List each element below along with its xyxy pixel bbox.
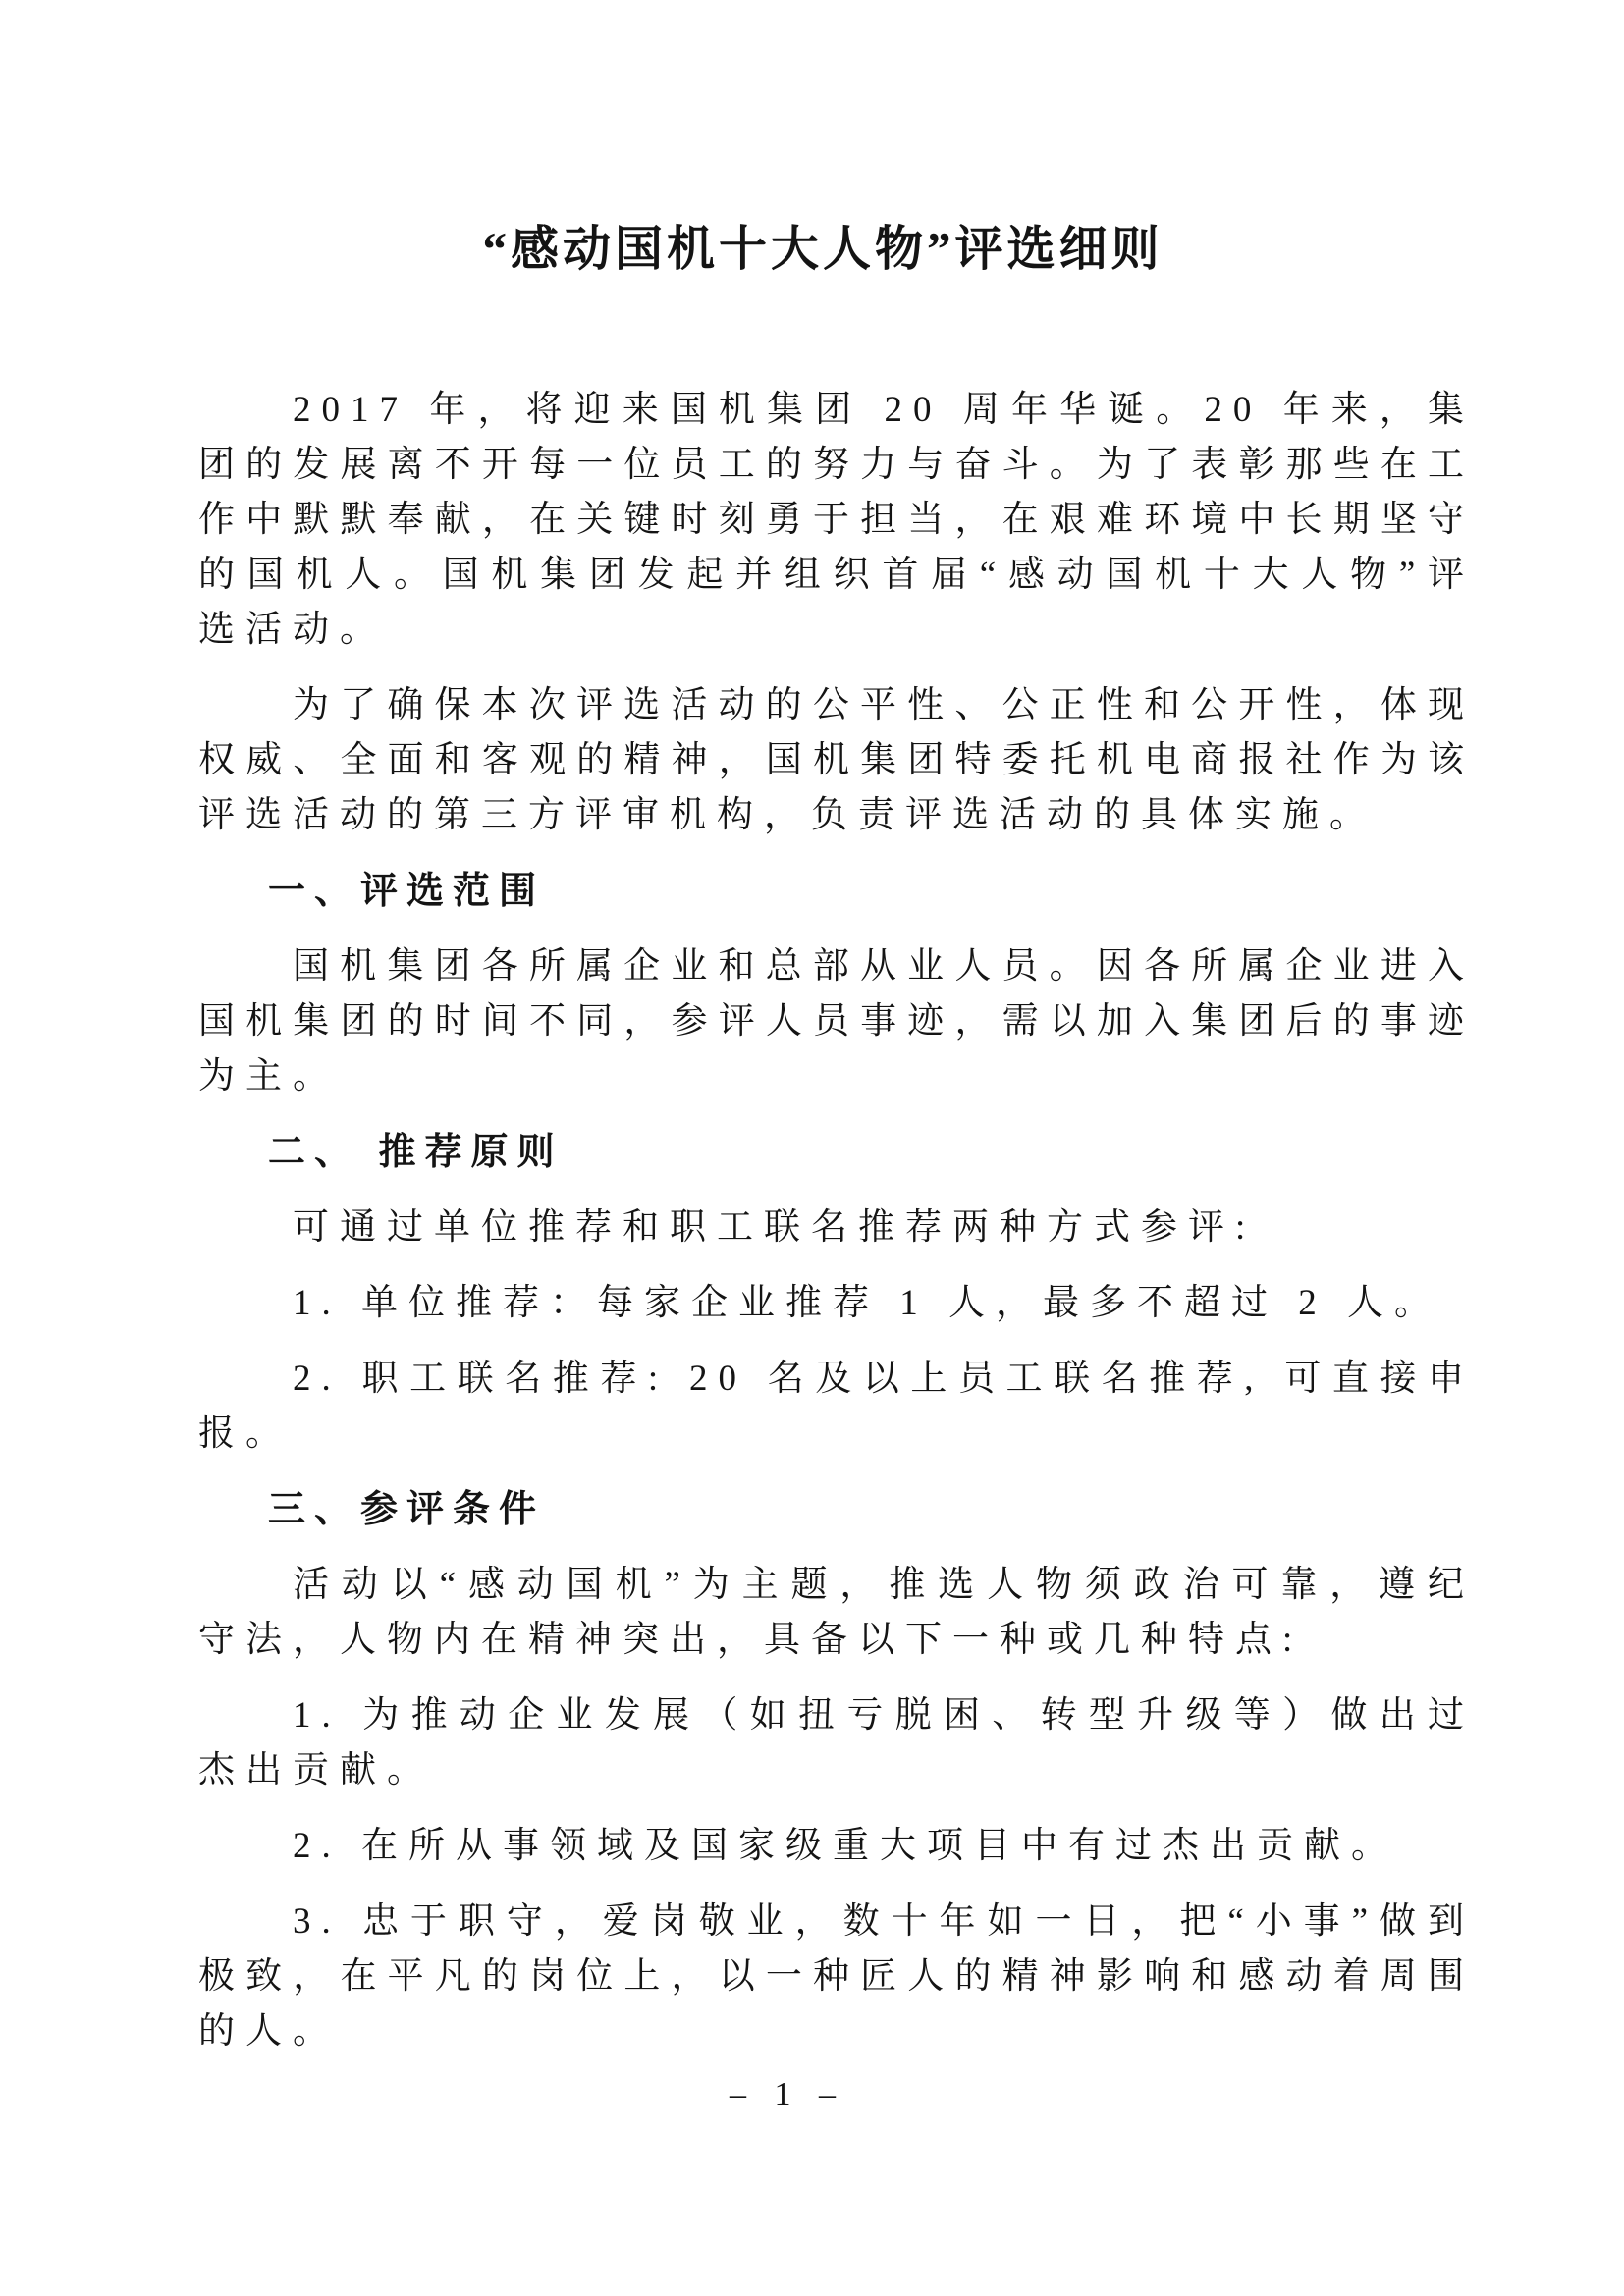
section-heading-scope: 一、评选范围	[268, 871, 546, 912]
page-number: – 1 –	[730, 2076, 845, 2112]
list-item-criteria-3: 3. 忠于职守，爱岗敬业，数十年如一日，把“小事”做到极致，在平凡的岗位上，以一种匠人的精神影响和感动着周围的人。	[198, 1901, 1475, 2052]
paragraph-recommendation-intro: 可通过单位推荐和职工联名推荐两种方式参评:	[293, 1207, 1257, 1248]
list-item-criteria-1: 1. 为推动企业发展（如扭亏脱困、转型升级等）做出过杰出贡献。	[198, 1695, 1475, 1790]
paragraph-intro: 2017 年，将迎来国机集团 20 周年华诞。20 年来，集团的发展离不开每一位员工的努力与奋斗。为了表彰那些在工作中默默奉献，在关键时刻勇于担当，在艰难环境中长期坚守的国机人。国机集团发起并组织首届“感动国机十大人物”评选活动。	[198, 390, 1475, 650]
paragraph-fairness: 为了确保本次评选活动的公平性、公正性和公开性，体现权威、全面和客观的精神，国机集团特委托机电商报社作为该评选活动的第三方评审机构，负责评选活动的具体实施。	[198, 685, 1475, 835]
document-title: “感动国机十大人物”评选细则	[482, 222, 1164, 276]
list-item-joint-recommendation: 2. 职工联名推荐: 20 名及以上员工联名推荐, 可直接申报。	[198, 1359, 1475, 1454]
document-content	[198, 0, 1475, 2059]
section-heading-criteria: 三、参评条件	[268, 1489, 546, 1530]
list-item-criteria-2: 2. 在所从事领域及国家级重大项目中有过杰出贡献。	[293, 1826, 1398, 1866]
list-item-unit-recommendation: 1. 单位推荐：每家企业推荐 1 人，最多不超过 2 人。	[293, 1283, 1441, 1323]
paragraph-criteria-intro: 活动以“感动国机”为主题，推选人物须政治可靠，遵纪守法，人物内在精神突出，具备以下一种或几种特点:	[198, 1565, 1475, 1660]
paragraph-scope: 国机集团各所属企业和总部从业人员。因各所属企业进入国机集团的时间不同，参评人员事迹，需以加入集团后的事迹为主。	[198, 946, 1475, 1096]
section-heading-recommendation: 二、 推荐原则	[268, 1132, 564, 1173]
